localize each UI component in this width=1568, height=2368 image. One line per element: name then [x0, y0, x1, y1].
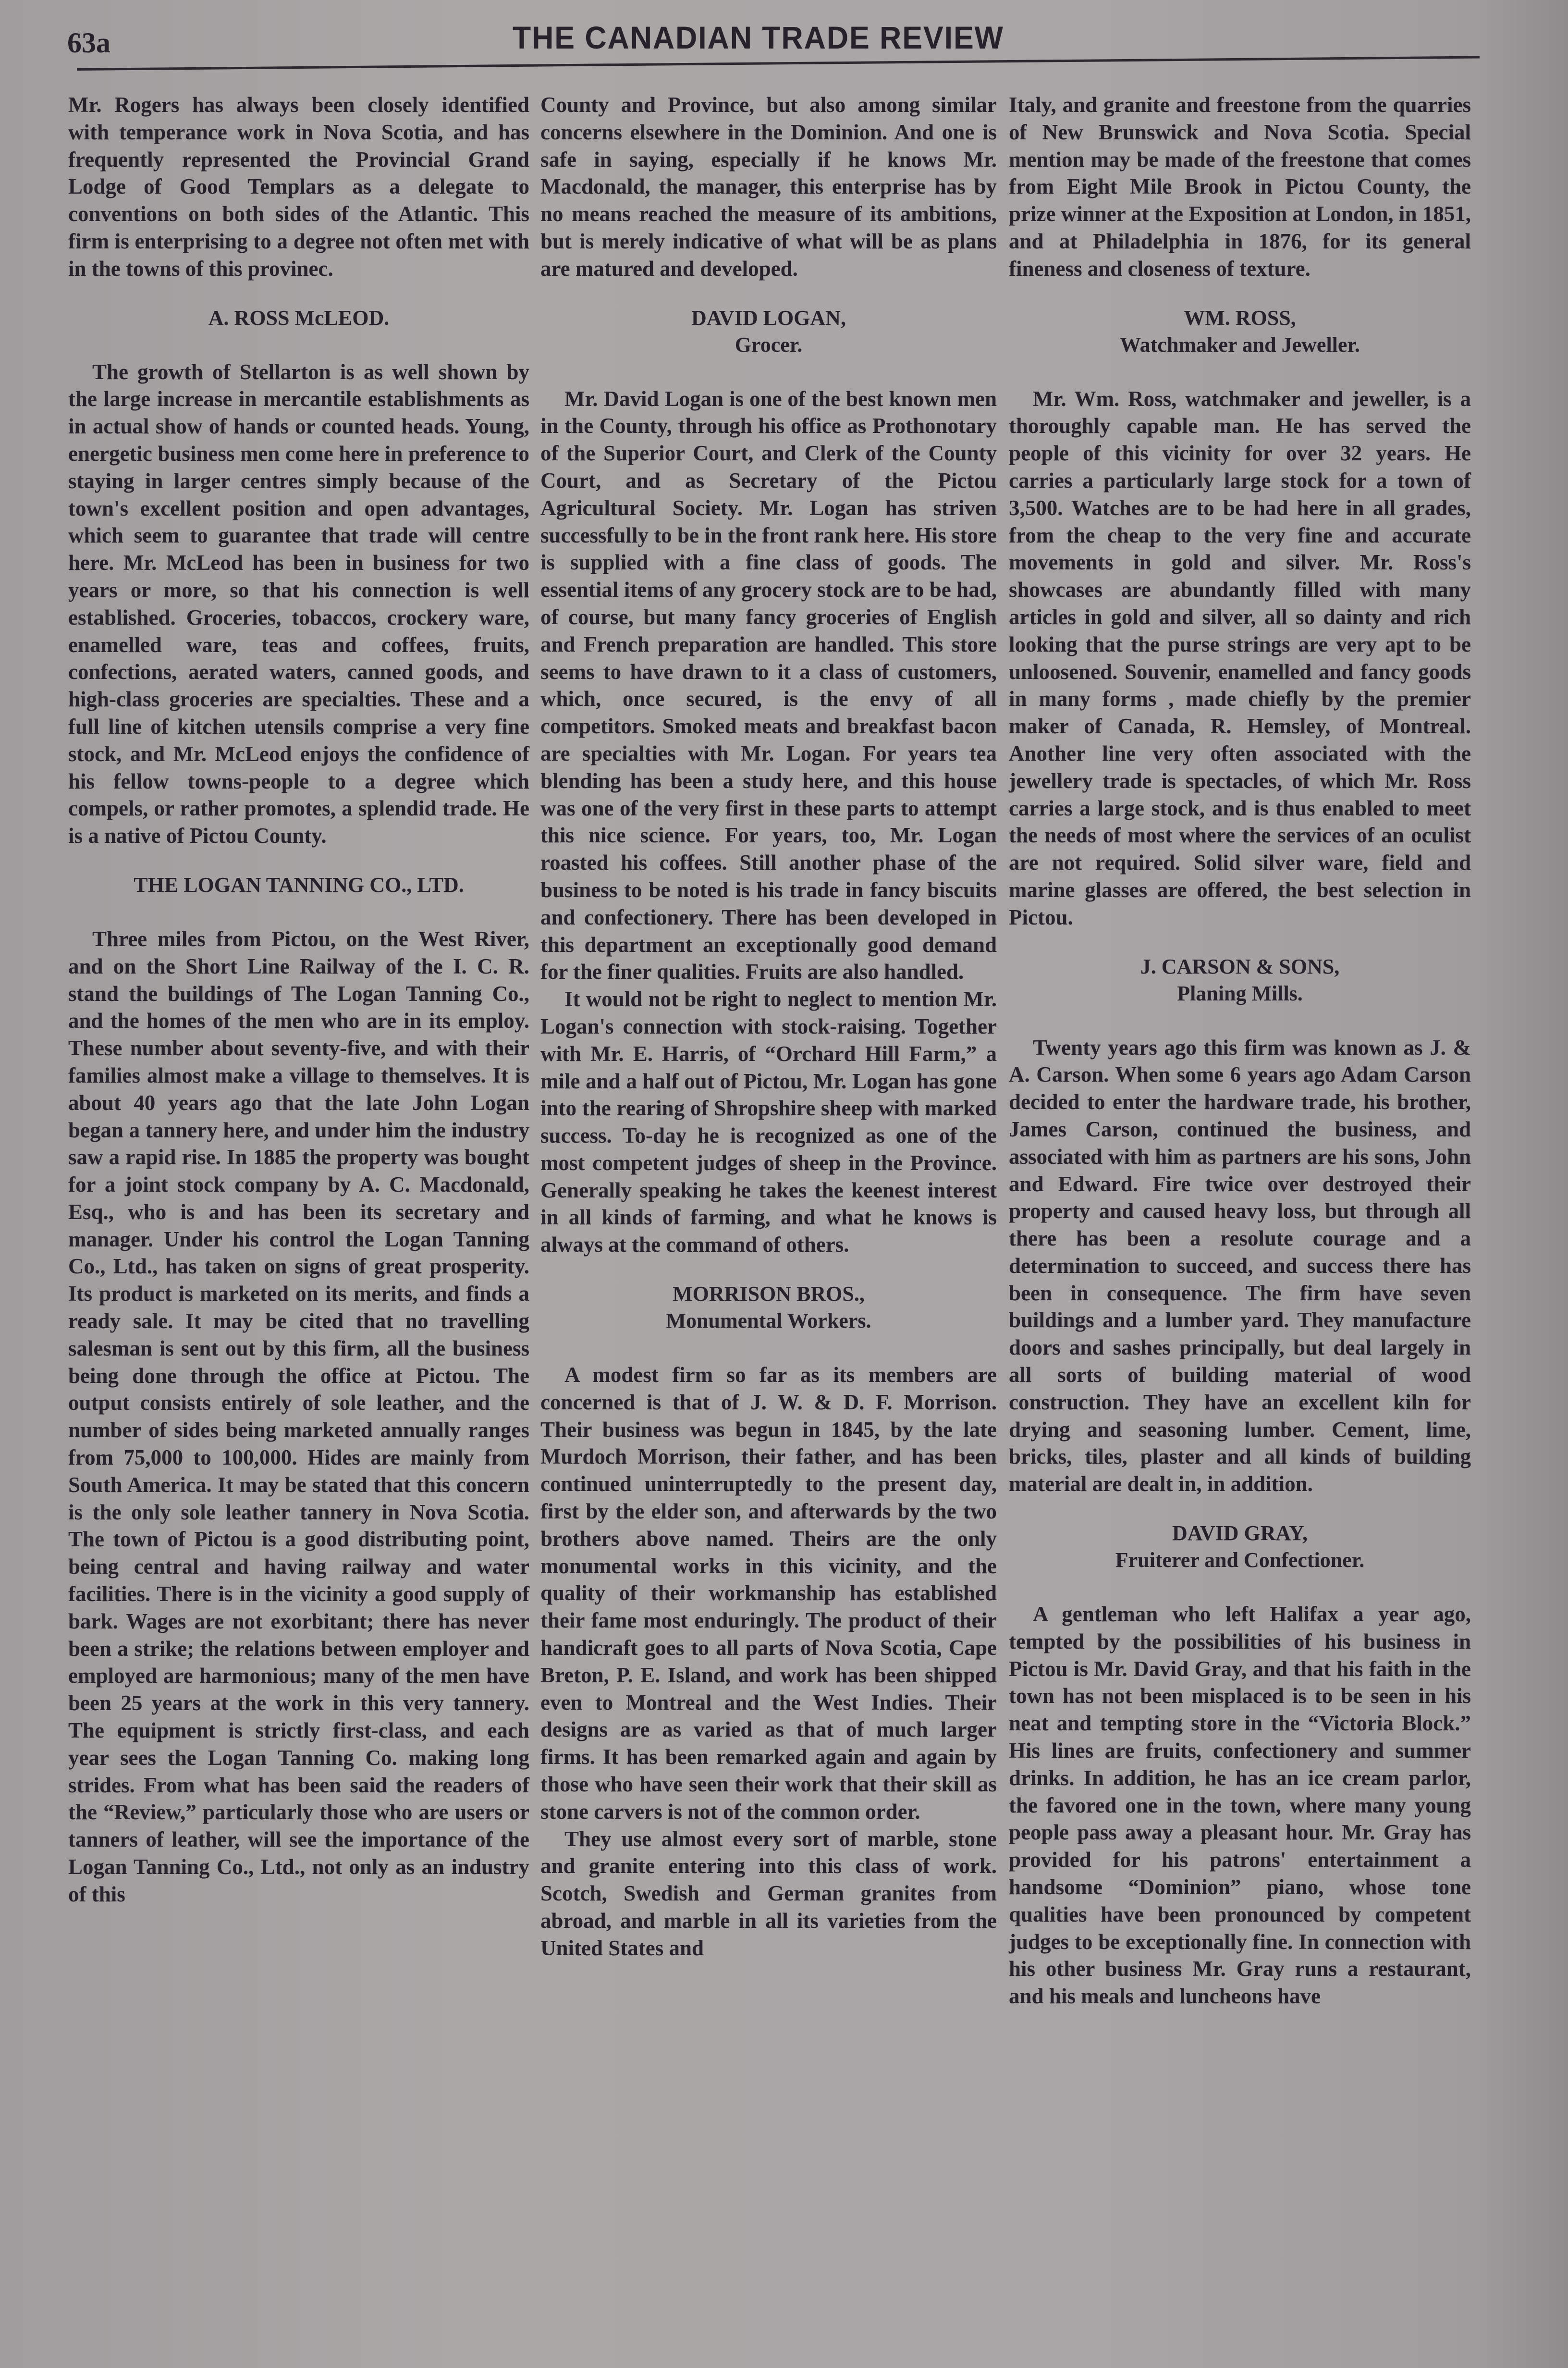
article-paragraph: Mr. Wm. Ross, watchmaker and jeweller, is a thoroughly capable man. He has served the people of this vicinity for over 32 years. He carries a particularly large stock for a town of 3,500. Watches are to be had here in all grades, from the cheap to the very fine and accurate movements in gold and silver. Mr. Ross's showcases are abundantly filled with many articles in gold and silver, all so dainty and rich looking that the purse strings are very apt to be unloosened. Souvenir, enamelled and fancy goods in many forms , made chiefly by the premier maker of Canada, R. Hemsley, of Montreal. Another line very often associated with the jewellery trade is spectacles, of which Mr. Ross carries a large stock, and is thus enabled to meet the needs of most where the services of an oculist are not required. Solid silver ware, field and marine glasses are offered, the best selection in Pictou.: [1009, 386, 1471, 929]
heading-subtitle: Fruiterer and Confectioner.: [1115, 1548, 1365, 1572]
heading-subtitle: Grocer.: [735, 333, 803, 357]
article-paragraph: Italy, and granite and freestone from the quarries of New Brunswick and Nova Scotia. Special mention may be made of the freestone that comes from Eight Mile Brook in Pictou County, the prize winner at the Exposition at London, in 1851, and at Philadelphia in 1876, for its general fineness and closeness of texture.: [1009, 93, 1471, 281]
heading-title: DAVID GRAY,: [1172, 1521, 1308, 1545]
article-paragraph: Mr. Rogers has always been closely identified with temperance work in Nova Scotia, and has frequently represented the Provincial Grand Lodge of Good Templars as a delegate to conventions on both sides of the Atlantic. This firm is enterprising to a degree not often met with in the towns of this provinec.: [68, 93, 529, 281]
article-paragraph: County and Province, but also among similar concerns elsewhere in the Dominion. And one is safe in saying, especially if he knows Mr. Macdonald, the manager, this enterprise has by no means reached the measure of its ambitions, but is merely indicative of what will be as plans are matured and developed.: [540, 93, 997, 281]
publication-title: THE CANADIAN TRADE REVIEW: [512, 20, 1004, 55]
article-paragraph: A gentleman who left Halifax a year ago, tempted by the possibilities of his business in Pictou is Mr. David Gray, and that his faith in the town has not been misplaced is to be seen in his neat and tempting store in the “Victoria Block.” His lines are fruits, confectionery and summer drinks. In addition, he has an ice cream parlor, the favored one in the town, where many young people pass away a pleasant hour. Mr. Gray has provided for his patrons' entertainment a handsome “Dominion” piano, whose tone qualities have been pronounced by competent judges to be exceptionally fine. In connection with his other business Mr. Gray runs a restaurant, and his meals and luncheons have: [1009, 1602, 1471, 2009]
article-paragraph: Twenty years ago this firm was known as J. & A. Carson. When some 6 years ago Adam Carson decided to enter the hardware trade, his brother, James Carson, continued the business, and associated with him as partners are his sons, John and Edward. Fire twice over destroyed their property and caused heavy loss, but through all there has been a resolute courage and a determination to succeed, and success there has been in consequence. The firm have seven buildings and a lumber yard. They manufacture doors and sashes principally, but deal largely in all sorts of building material of wood construction. They have an excellent kiln for drying and seasoning lumber. Cement, lime, bricks, tiles, plaster and all kinds of building material are dealt in, in addition.: [1009, 1035, 1471, 1496]
heading-title: THE LOGAN TANNING CO., LTD.: [134, 873, 464, 897]
heading-title: A. ROSS McLEOD.: [208, 306, 390, 330]
section-heading: [540, 305, 997, 358]
article-paragraph: They use almost every sort of marble, stone and granite entering into this class of work. Scotch, Swedish and German granites from abroad, and marble in all its varieties from the United States and: [540, 1826, 997, 1960]
column-2: [540, 91, 997, 1962]
heading-title: J. CARSON & SONS,: [1140, 954, 1340, 978]
section-heading: [68, 305, 529, 332]
heading-title: WM. ROSS,: [1184, 306, 1296, 330]
section-heading: [1009, 953, 1471, 1007]
header-rule: [77, 56, 1480, 71]
page-number: 63a: [67, 27, 110, 59]
heading-title: DAVID LOGAN,: [691, 306, 846, 330]
heading-title: MORRISON BROS.,: [673, 1282, 865, 1306]
article-paragraph: A modest firm so far as its members are concerned is that of J. W. & D. F. Morrison. Their business was begun in 1845, by the late Murdoch Morrison, their father, and has been continued uninterruptedly to the present day, first by the elder son, and afterwards by the two brothers above named. Theirs are the only monumental works in this vicinity, and the quality of their workmanship has established their fame most enduringly. The product of their handicraft goes to all parts of Nova Scotia, Cape Breton, P. E. Island, and work has been shipped even to Montreal and the West Indies. Their designs are as varied as that of much larger firms. It has been remarked again and again by those who have seen their work that their skill as stone carvers is not of the common order.: [540, 1363, 997, 1824]
article-paragraph: Mr. David Logan is one of the best known men in the County, through his office as Prothonotary of the Superior Court, and Clerk of the County Court, and as Secretary of the Pictou Agricultural Society. Mr. Logan has striven successfully to be in the front rank here. His store is supplied with a fine class of goods. The essential items of any grocery stock are to be had, of course, but many fancy groceries of English and French preparation are handled. This store seems to have drawn to it a class of customers, which, once secured, is the envy of all competitors. Smoked meats and breakfast bacon are specialties with Mr. Logan. For years tea blending has been a study here, and this house was one of the very first in these parts to attempt this nice science. For years, too, Mr. Logan roasted his coffees. Still another phase of the business to be noted is his trade in fancy biscuits and confectionery. There has been developed in this department an exceptionally good demand for the finer qualities. Fruits are also handled.: [540, 386, 997, 984]
heading-subtitle: Watchmaker and Jeweller.: [1120, 333, 1360, 357]
section-heading: [1009, 305, 1471, 358]
article-paragraph: The growth of Stellarton is as well shown by the large increase in mercantile establishments as in actual show of hands or counted heads. Young, energetic business men come here in preference to staying in larger centres simply because of the town's excellent position and open advantages, which seem to guarantee that trade will centre here. Mr. McLeod has been in business for two years or more, so that his connection is well established. Groceries, tobaccos, crockery ware, enamelled ware, teas and coffees, fruits, confections, aerated waters, canned goods, and high-class groceries are specialties. These and a full line of kitchen utensils comprise a very fine stock, and Mr. McLeod enjoys the confidence of his fellow towns-people to a degree which compels, or rather promotes, a splendid trade. He is a native of Pictou County.: [68, 359, 529, 848]
section-heading: [540, 1281, 997, 1334]
heading-subtitle: Monumental Workers.: [666, 1309, 871, 1333]
column-3: [1009, 91, 1471, 2010]
page-edge-shadow: [1472, 0, 1568, 2368]
section-heading: [68, 872, 529, 899]
heading-subtitle: Planing Mills.: [1177, 981, 1303, 1005]
article-paragraph: Three miles from Pictou, on the West River, and on the Short Line Railway of the I. C. R. stand the buildings of The Logan Tanning Co., and the homes of the men who are in its employ. These number about seventy-five, and with their families almost make a village to themselves. It is about 40 years ago that the late John Logan began a tannery here, and under him the industry saw a rapid rise. In 1885 the property was bought for a joint stock company by A. C. Macdonald, Esq., who is and has been its secretary and manager. Under his control the Logan Tanning Co., Ltd., has taken on signs of great prosperity. Its product is marketed on its merits, and finds a ready sale. It may be cited that no travelling salesman is sent out by this firm, all the business being done through the office at Pictou. The output consists entirely of sole leather, and the number of sides being marketed annually ranges from 75,000 to 100,000. Hides are mainly from South America. It may be stated that this concern is the only sole leather tannery in Nova Scotia. The town of Pictou is a good distributing point, being central and having railway and water facilities. There is in the vicinity a good supply of bark. Wages are not exorbitant; there has never been a strike; the relations between employer and employed are harmonious; many of the men have been 25 years at the work in this very tannery. The equipment is strictly first-class, and each year sees the Logan Tanning Co. making long strides. From what has been said the readers of the “Review,” particularly those who are users or tanners of leather, will see the importance of the Logan Tanning Co., Ltd., not only as an industry of this: [68, 926, 529, 1906]
section-heading: [1009, 1520, 1471, 1574]
column-1: [68, 91, 529, 1908]
article-paragraph: It would not be right to neglect to mention Mr. Logan's connection with stock-raising. Together with Mr. E. Harris, of “Orchard Hill Farm,” a mile and a half out of Pictou, Mr. Logan has gone into the rearing of Shropshire sheep with marked success. To-day he is recognized as one of the most competent judges of sheep in the Province. Generally speaking he takes the keenest interest in all kinds of farming, and what he knows is always at the command of others.: [540, 987, 997, 1257]
